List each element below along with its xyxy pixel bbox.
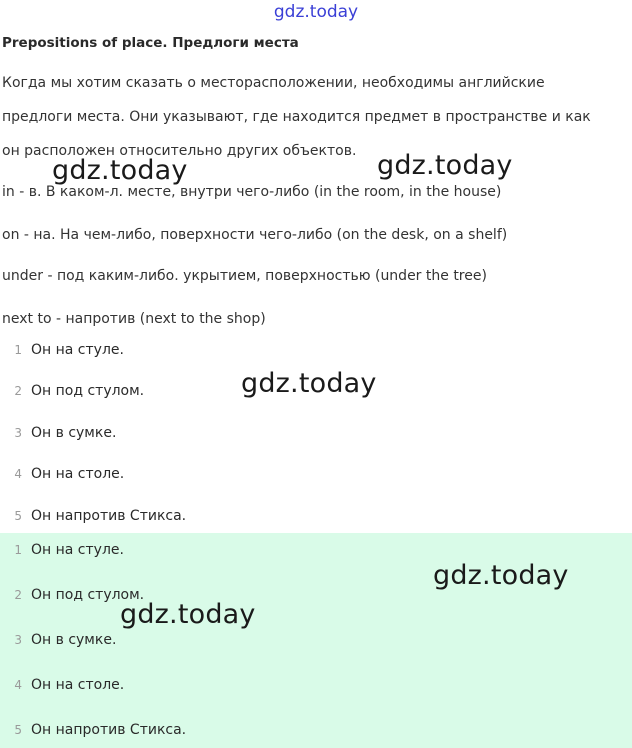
answer-item-number: 3 bbox=[14, 633, 22, 647]
intro-line-2: предлоги места. Они указывают, где находится предмет в пространстве и как bbox=[2, 109, 591, 125]
answer-item bbox=[0, 722, 186, 742]
site-logo[interactable]: gdz.today bbox=[273, 2, 359, 22]
list-item bbox=[0, 466, 124, 486]
answer-item-text: Он напротив Стикса. bbox=[31, 722, 187, 738]
answer-item bbox=[0, 632, 116, 652]
list-item-text: Он под стулом. bbox=[31, 383, 145, 399]
list-item-text: Он на стуле. bbox=[31, 342, 124, 358]
answer-item-text: Он на стуле. bbox=[31, 542, 124, 558]
answer-item bbox=[0, 542, 124, 562]
watermark: gdz.today bbox=[241, 368, 377, 399]
list-item bbox=[0, 342, 124, 362]
list-item-text: Он в сумке. bbox=[31, 425, 117, 441]
answer-item-number: 5 bbox=[14, 723, 22, 737]
watermark: gdz.today bbox=[52, 155, 188, 186]
rule-in: in - в. В каком-л. месте, внутри чего-либо (in the room, in the house) bbox=[2, 184, 502, 200]
watermark: gdz.today bbox=[377, 150, 513, 181]
watermark: gdz.today bbox=[433, 560, 569, 591]
list-item bbox=[0, 425, 116, 445]
list-item bbox=[0, 383, 144, 403]
answer-item-number: 1 bbox=[14, 543, 22, 557]
article-title: Prepositions of place. Предлоги места bbox=[2, 35, 299, 51]
answer-item-text: Он в сумке. bbox=[31, 632, 117, 648]
rule-under: under - под каким-либо. укрытием, поверхностью (under the tree) bbox=[2, 268, 487, 284]
answer-item-number: 4 bbox=[14, 678, 22, 692]
answer-item-text: Он под стулом. bbox=[31, 587, 145, 603]
list-item-number: 2 bbox=[14, 384, 22, 398]
intro-line-1: Когда мы хотим сказать о месторасположении, необходимы английские bbox=[2, 75, 545, 91]
intro-line-3: он расположен относительно других объектов. bbox=[2, 143, 357, 159]
list-item bbox=[0, 508, 186, 528]
list-item-text: Он на столе. bbox=[31, 466, 125, 482]
answer-item-number: 2 bbox=[14, 588, 22, 602]
answer-item bbox=[0, 677, 124, 697]
list-item-number: 3 bbox=[14, 426, 22, 440]
list-item-number: 5 bbox=[14, 509, 22, 523]
answer-item-text: Он на столе. bbox=[31, 677, 125, 693]
list-item-text: Он напротив Стикса. bbox=[31, 508, 187, 524]
list-item-number: 4 bbox=[14, 467, 22, 481]
rule-next-to: next to - напротив (next to the shop) bbox=[2, 311, 266, 327]
rule-on: on - на. На чем-либо, поверхности чего-либо (on the desk, on a shelf) bbox=[2, 227, 508, 243]
list-item-number: 1 bbox=[14, 343, 22, 357]
watermark: gdz.today bbox=[120, 599, 256, 630]
